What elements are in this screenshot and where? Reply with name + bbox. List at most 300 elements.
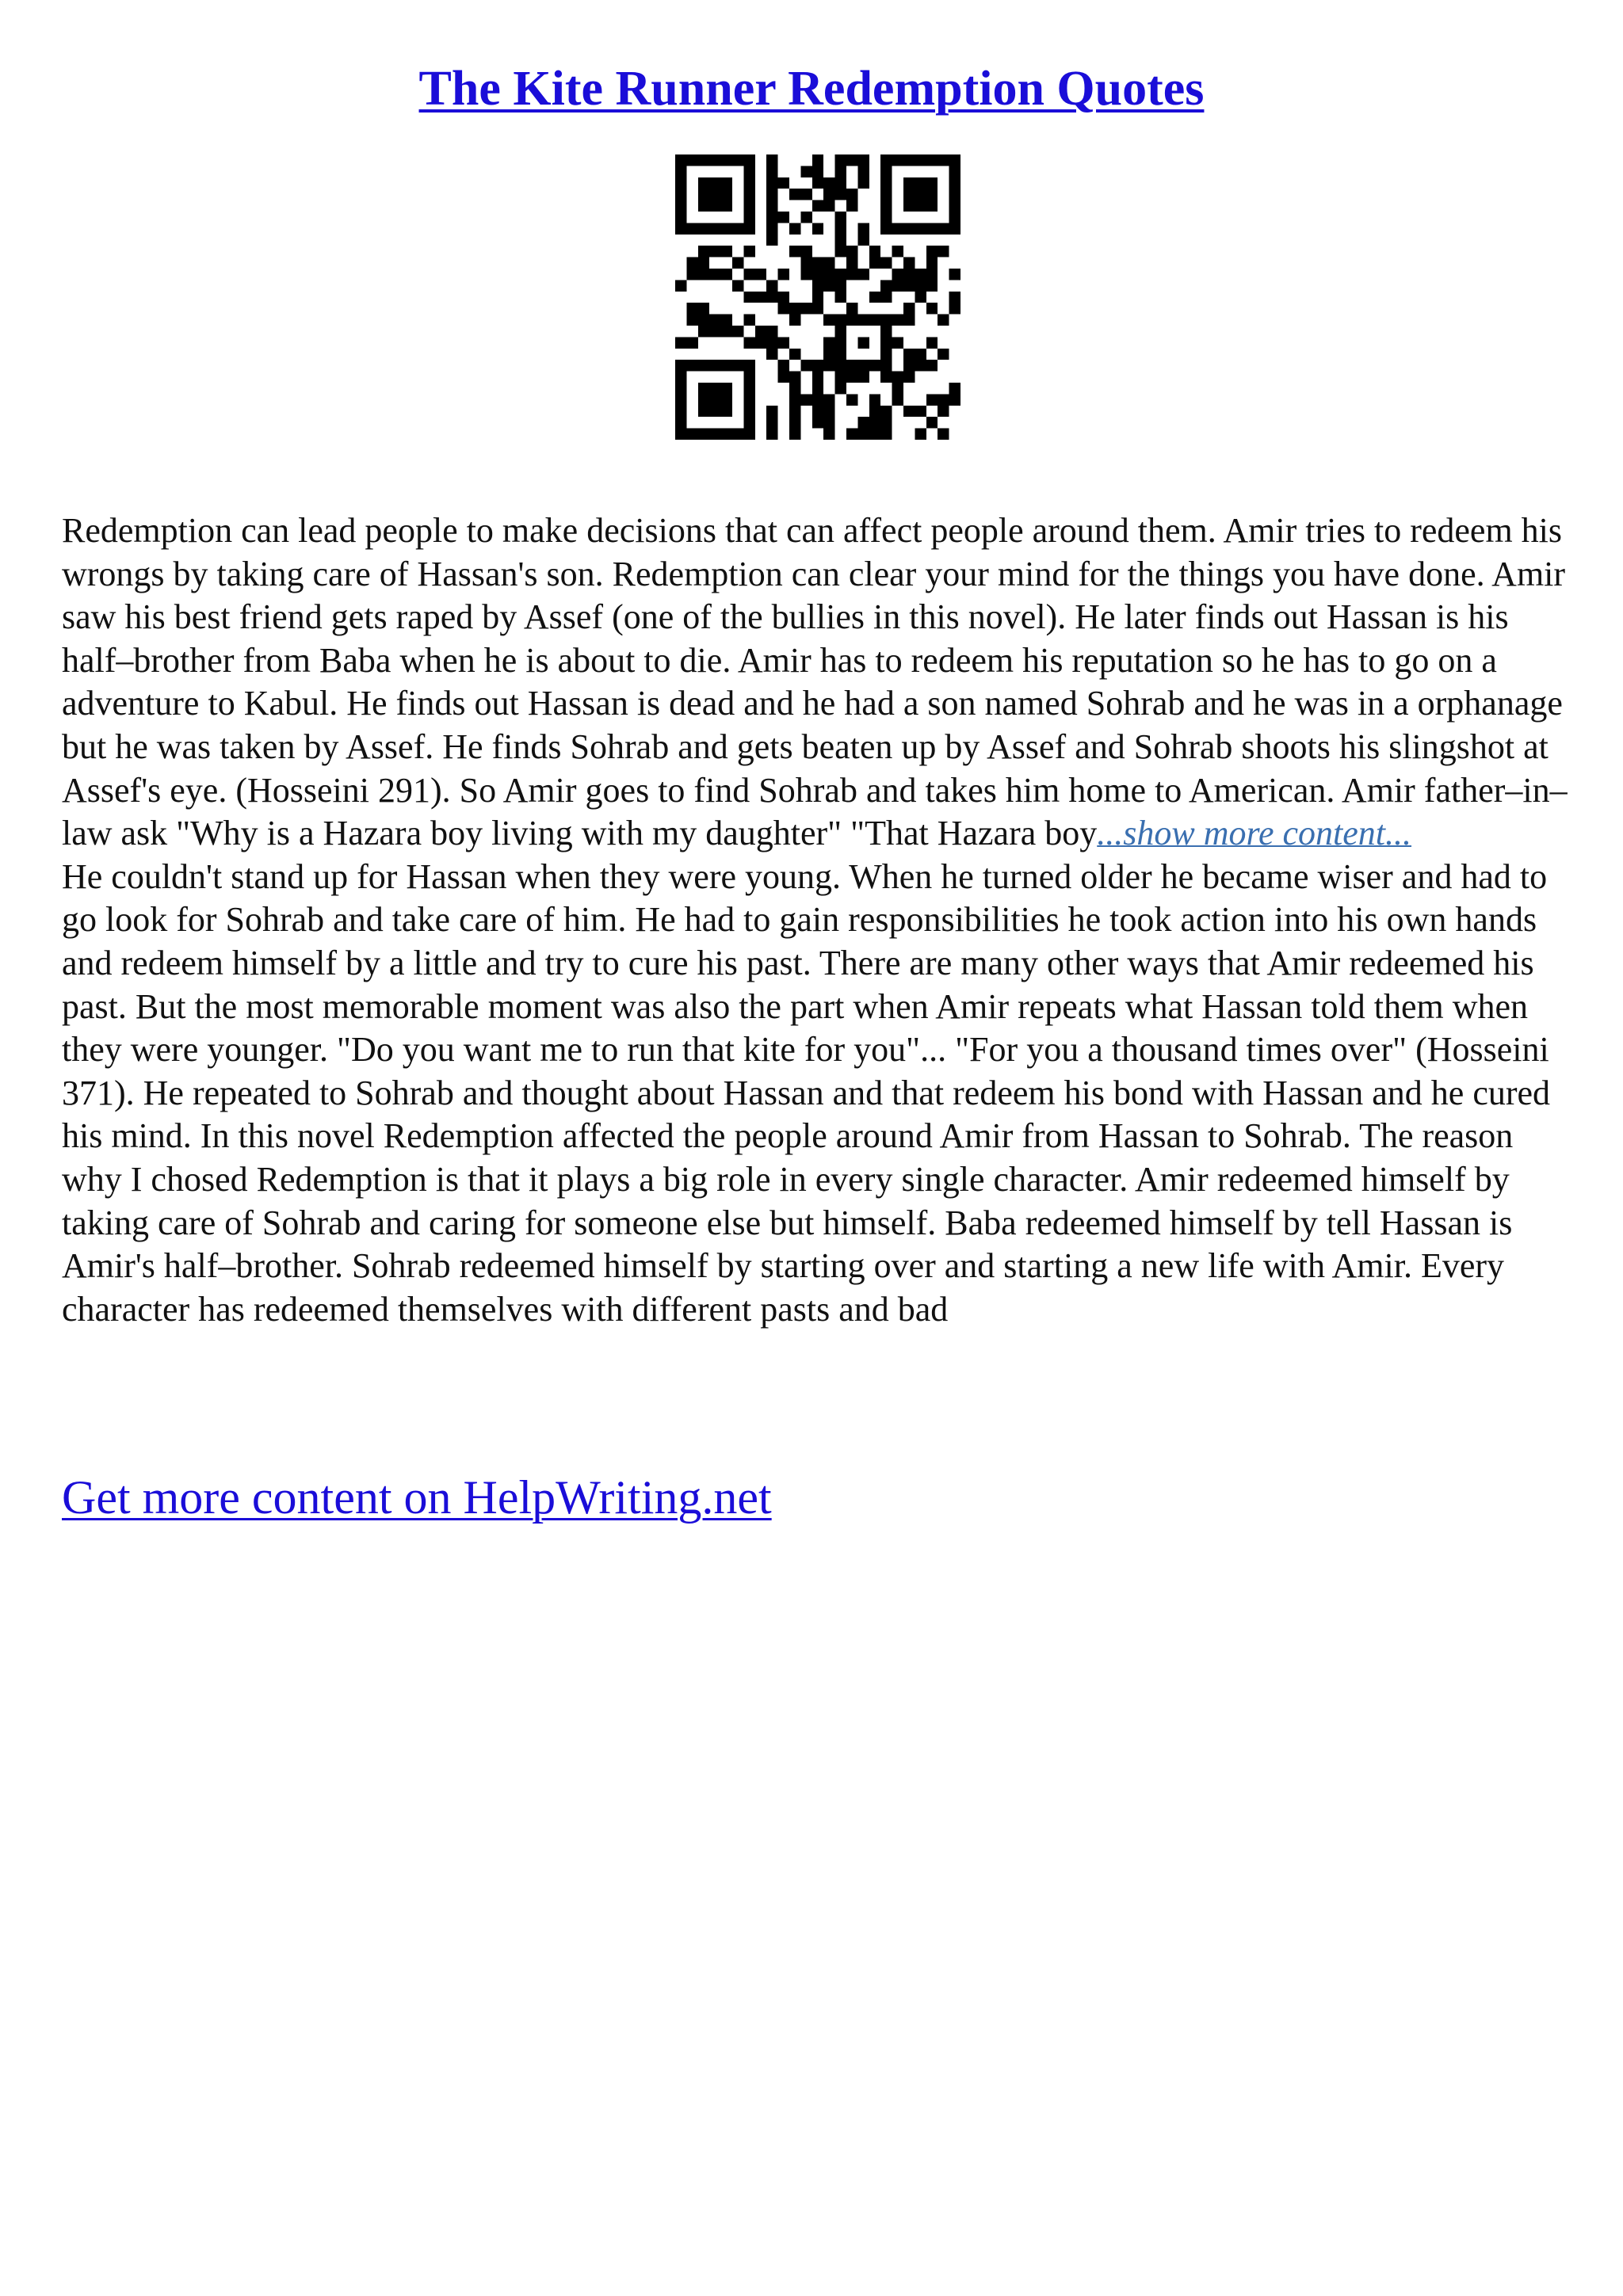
qr-module	[800, 257, 812, 269]
qr-module	[869, 394, 880, 405]
qr-module	[709, 200, 720, 212]
qr-module	[835, 223, 846, 234]
qr-module	[766, 177, 777, 189]
qr-module	[743, 315, 754, 326]
qr-module	[903, 189, 915, 200]
qr-module	[869, 360, 880, 371]
qr-module	[903, 154, 915, 166]
qr-module	[789, 303, 800, 314]
qr-module	[721, 189, 732, 200]
qr-module	[823, 337, 834, 348]
qr-module	[675, 406, 686, 417]
qr-module	[880, 223, 892, 234]
qr-module	[903, 177, 915, 189]
qr-module	[721, 223, 732, 234]
qr-module	[800, 189, 812, 200]
qr-module	[675, 154, 686, 166]
qr-module	[778, 212, 789, 223]
qr-module	[698, 360, 709, 371]
qr-module	[926, 257, 938, 269]
qr-module	[846, 429, 857, 440]
qr-module	[812, 257, 823, 269]
qr-module	[926, 303, 938, 314]
qr-module	[721, 315, 732, 326]
qr-module	[938, 246, 949, 257]
qr-module	[743, 177, 754, 189]
qr-module	[880, 200, 892, 212]
qr-module	[709, 326, 720, 337]
qr-module	[915, 280, 926, 291]
qr-module	[721, 177, 732, 189]
qr-module	[743, 394, 754, 405]
qr-module	[778, 303, 789, 314]
qr-module	[721, 200, 732, 212]
qr-module	[789, 349, 800, 360]
qr-module	[915, 177, 926, 189]
qr-module	[880, 189, 892, 200]
qr-module	[835, 235, 846, 246]
qr-module	[915, 349, 926, 360]
qr-module	[949, 269, 960, 280]
qr-module	[823, 429, 834, 440]
qr-module	[743, 383, 754, 394]
qr-module	[698, 177, 709, 189]
qr-module	[675, 372, 686, 383]
qr-module	[709, 406, 720, 417]
qr-module	[698, 269, 709, 280]
qr-module	[686, 337, 697, 348]
qr-module	[903, 372, 915, 383]
qr-module	[789, 372, 800, 383]
qr-module	[949, 200, 960, 212]
qr-module	[755, 269, 766, 280]
qr-module	[675, 337, 686, 348]
qr-module	[880, 372, 892, 383]
qr-module	[709, 429, 720, 440]
qr-module	[686, 360, 697, 371]
qr-module	[812, 292, 823, 303]
qr-module	[880, 349, 892, 360]
qr-module	[835, 383, 846, 394]
qr-module	[778, 177, 789, 189]
qr-module	[892, 337, 903, 348]
qr-module	[743, 189, 754, 200]
qr-module	[709, 154, 720, 166]
qr-module	[938, 394, 949, 405]
qr-module	[789, 429, 800, 440]
qr-module	[926, 394, 938, 405]
qr-module	[698, 394, 709, 405]
qr-module	[938, 154, 949, 166]
qr-module	[812, 200, 823, 212]
qr-module	[789, 417, 800, 428]
qr-module	[698, 154, 709, 166]
qr-module	[675, 166, 686, 177]
qr-module	[823, 177, 834, 189]
qr-module	[915, 269, 926, 280]
qr-module	[732, 429, 743, 440]
qr-module	[880, 154, 892, 166]
qr-module	[869, 406, 880, 417]
qr-module	[778, 292, 789, 303]
qr-module	[743, 360, 754, 371]
qr-module	[709, 315, 720, 326]
qr-module	[857, 166, 869, 177]
qr-module	[903, 223, 915, 234]
qr-module	[743, 417, 754, 428]
qr-module	[823, 200, 834, 212]
qr-module	[846, 189, 857, 200]
qr-module	[903, 257, 915, 269]
qr-module	[721, 394, 732, 405]
qr-module	[789, 189, 800, 200]
qr-module	[938, 315, 949, 326]
qr-module	[892, 394, 903, 405]
qr-module	[880, 417, 892, 428]
qr-module	[743, 292, 754, 303]
qr-module	[938, 349, 949, 360]
qr-module	[892, 315, 903, 326]
qr-module	[857, 154, 869, 166]
qr-module	[675, 200, 686, 212]
qr-module	[846, 303, 857, 314]
qr-module	[857, 429, 869, 440]
qr-module	[721, 269, 732, 280]
qr-module	[812, 383, 823, 394]
paragraph-1	[62, 509, 1568, 856]
article-body	[62, 509, 1568, 1331]
qr-module	[857, 337, 869, 348]
qr-module	[789, 383, 800, 394]
qr-module	[892, 372, 903, 383]
qr-module	[743, 223, 754, 234]
qr-module	[846, 315, 857, 326]
qr-module	[766, 429, 777, 440]
qr-module	[675, 189, 686, 200]
qr-module	[755, 326, 766, 337]
cta-link[interactable]: Get more content on HelpWriting.net	[62, 1471, 772, 1524]
qr-module	[915, 154, 926, 166]
qr-module	[675, 212, 686, 223]
qr-module	[835, 326, 846, 337]
qr-module	[675, 280, 686, 291]
qr-code	[675, 154, 960, 440]
qr-module	[766, 349, 777, 360]
qr-module	[823, 394, 834, 405]
qr-module	[949, 292, 960, 303]
qr-module	[892, 154, 903, 166]
qr-module	[766, 154, 777, 166]
qr-module	[949, 177, 960, 189]
qr-module	[915, 406, 926, 417]
qr-module	[846, 394, 857, 405]
qr-module	[698, 383, 709, 394]
qr-module	[823, 315, 834, 326]
qr-module	[698, 406, 709, 417]
qr-module	[812, 166, 823, 177]
qr-module	[903, 406, 915, 417]
qr-module	[926, 223, 938, 234]
qr-module	[766, 189, 777, 200]
qr-module	[800, 166, 812, 177]
qr-module	[778, 337, 789, 348]
qr-module	[926, 337, 938, 348]
qr-module	[732, 326, 743, 337]
qr-module	[766, 406, 777, 417]
qr-module	[721, 326, 732, 337]
qr-module	[732, 360, 743, 371]
qr-module	[846, 360, 857, 371]
qr-module	[789, 406, 800, 417]
qr-module	[926, 189, 938, 200]
qr-module	[675, 429, 686, 440]
qr-module	[846, 200, 857, 212]
qr-module	[869, 417, 880, 428]
qr-module	[698, 246, 709, 257]
qr-module	[880, 315, 892, 326]
qr-module	[709, 246, 720, 257]
qr-module	[869, 246, 880, 257]
qr-module	[766, 326, 777, 337]
qr-module	[915, 429, 926, 440]
qr-module	[880, 166, 892, 177]
qr-module	[709, 269, 720, 280]
qr-module	[778, 269, 789, 280]
qr-module	[743, 337, 754, 348]
qr-module	[709, 223, 720, 234]
qr-module	[903, 349, 915, 360]
qr-module	[823, 406, 834, 417]
qr-module	[800, 269, 812, 280]
qr-module	[743, 429, 754, 440]
qr-module	[823, 349, 834, 360]
qr-module	[880, 406, 892, 417]
qr-module	[869, 257, 880, 269]
qr-module	[766, 280, 777, 291]
qr-module	[743, 154, 754, 166]
paragraph-1-text: Redemption can lead people to make decisions that can affect people around them. Amir tries to redeem his wrongs by taking care of Hassan's son. Redemption can clear your mind for the things you have done. Amir saw his best friend gets raped by Assef (one of the bullies in this novel). He later finds out Hassan is his half–brother from Baba when he is about to die. Amir has to redeem his reputation so he has to go on a adventure to Kabul. He finds out Hassan is dead and he had a son named Sohrab and he was in a orphanage but he was taken by Assef. He finds Sohrab and gets beaten up by Assef and Sohrab shoots his slingshot at Assef's eye. (Hosseini 291). So Amir goes to find Sohrab and takes him home to American. Amir father–in–law ask "Why is a Hazara boy living with my daughter" "That Hazara boy	[62, 511, 1568, 853]
qr-module	[903, 280, 915, 291]
qr-module	[721, 383, 732, 394]
qr-module	[812, 303, 823, 314]
qr-module	[903, 303, 915, 314]
qr-module	[823, 417, 834, 428]
qr-module	[892, 383, 903, 394]
qr-module	[812, 154, 823, 166]
qr-module	[915, 292, 926, 303]
qr-module	[835, 337, 846, 348]
qr-module	[926, 417, 938, 428]
qr-module	[903, 315, 915, 326]
qr-module	[766, 212, 777, 223]
qr-module	[949, 166, 960, 177]
qr-module	[721, 154, 732, 166]
qr-module	[835, 177, 846, 189]
qr-module	[743, 166, 754, 177]
qr-module	[926, 154, 938, 166]
qr-module	[766, 166, 777, 177]
qr-module	[812, 223, 823, 234]
qr-module	[698, 315, 709, 326]
qr-module	[698, 257, 709, 269]
qr-module	[857, 315, 869, 326]
qr-module	[755, 292, 766, 303]
qr-module	[915, 223, 926, 234]
qr-module	[812, 417, 823, 428]
qr-module	[880, 360, 892, 371]
qr-module	[709, 394, 720, 405]
qr-module	[766, 292, 777, 303]
qr-module	[675, 417, 686, 428]
qr-module	[789, 223, 800, 234]
qr-module	[835, 189, 846, 200]
qr-module	[686, 223, 697, 234]
qr-module	[857, 372, 869, 383]
qr-module	[846, 246, 857, 257]
qr-module	[892, 280, 903, 291]
qr-module	[903, 360, 915, 371]
qr-module	[675, 177, 686, 189]
qr-module	[823, 189, 834, 200]
qr-module	[926, 269, 938, 280]
qr-module	[949, 154, 960, 166]
qr-module	[698, 200, 709, 212]
qr-module	[675, 394, 686, 405]
qr-module	[766, 337, 777, 348]
qr-module	[686, 269, 697, 280]
qr-module	[857, 235, 869, 246]
qr-module	[800, 360, 812, 371]
qr-module	[698, 326, 709, 337]
qr-module	[743, 212, 754, 223]
qr-module	[835, 280, 846, 291]
qr-module	[835, 246, 846, 257]
qr-module	[698, 189, 709, 200]
title-link[interactable]: The Kite Runner Redemption Quotes	[418, 62, 1205, 116]
qr-module	[800, 303, 812, 314]
qr-module	[766, 223, 777, 234]
qr-module	[766, 235, 777, 246]
qr-module	[823, 257, 834, 269]
qr-module	[732, 257, 743, 269]
qr-module	[675, 223, 686, 234]
qr-module	[800, 246, 812, 257]
qr-module	[698, 429, 709, 440]
qr-module	[835, 212, 846, 223]
qr-module	[846, 257, 857, 269]
qr-module	[732, 223, 743, 234]
qr-module	[686, 315, 697, 326]
qr-module	[835, 166, 846, 177]
qr-module	[926, 177, 938, 189]
qr-module	[743, 372, 754, 383]
qr-module	[698, 223, 709, 234]
qr-module	[698, 303, 709, 314]
qr-module	[926, 246, 938, 257]
qr-module	[892, 223, 903, 234]
qr-module	[835, 269, 846, 280]
qr-module	[721, 429, 732, 440]
qr-module	[915, 360, 926, 371]
qr-module	[812, 372, 823, 383]
qr-module	[743, 406, 754, 417]
qr-module	[869, 429, 880, 440]
qr-module	[721, 360, 732, 371]
qr-module	[823, 269, 834, 280]
qr-module	[812, 280, 823, 291]
qr-module	[880, 292, 892, 303]
qr-module	[812, 394, 823, 405]
qr-module	[812, 360, 823, 371]
qr-module	[812, 177, 823, 189]
qr-module	[869, 292, 880, 303]
qr-module	[949, 212, 960, 223]
qr-module	[903, 269, 915, 280]
qr-module	[709, 177, 720, 189]
qr-module	[812, 269, 823, 280]
qr-module	[778, 360, 789, 371]
qr-module	[880, 177, 892, 189]
qr-module	[789, 315, 800, 326]
qr-module	[880, 429, 892, 440]
qr-module	[880, 326, 892, 337]
qr-module	[835, 360, 846, 371]
cta-container	[62, 1466, 772, 1529]
qr-module	[915, 189, 926, 200]
qr-module	[949, 303, 960, 314]
qr-module	[880, 280, 892, 291]
qr-module	[686, 154, 697, 166]
qr-module	[721, 246, 732, 257]
qr-module	[800, 394, 812, 405]
qr-module	[938, 406, 949, 417]
qr-module	[766, 200, 777, 212]
qr-module	[778, 372, 789, 383]
qr-module	[857, 223, 869, 234]
qr-module	[812, 406, 823, 417]
qr-module	[880, 337, 892, 348]
qr-module	[823, 280, 834, 291]
page-title	[0, 55, 1623, 122]
qr-module	[857, 360, 869, 371]
qr-module	[709, 189, 720, 200]
qr-module	[743, 200, 754, 212]
show-more-link[interactable]: ...show more content...	[1097, 814, 1412, 853]
qr-module	[835, 372, 846, 383]
qr-module	[915, 200, 926, 212]
qr-module	[800, 212, 812, 223]
qr-module	[949, 189, 960, 200]
qr-module	[755, 337, 766, 348]
qr-module	[675, 360, 686, 371]
qr-module	[743, 246, 754, 257]
qr-module	[949, 383, 960, 394]
qr-module	[846, 154, 857, 166]
qr-module	[857, 269, 869, 280]
qr-module	[709, 360, 720, 371]
qr-module	[926, 280, 938, 291]
qr-module	[835, 315, 846, 326]
qr-module	[766, 417, 777, 428]
qr-module	[835, 292, 846, 303]
qr-module	[938, 223, 949, 234]
qr-module	[686, 257, 697, 269]
qr-module	[926, 200, 938, 212]
qr-module	[892, 246, 903, 257]
qr-module	[938, 429, 949, 440]
qr-module	[675, 383, 686, 394]
qr-module	[789, 246, 800, 257]
